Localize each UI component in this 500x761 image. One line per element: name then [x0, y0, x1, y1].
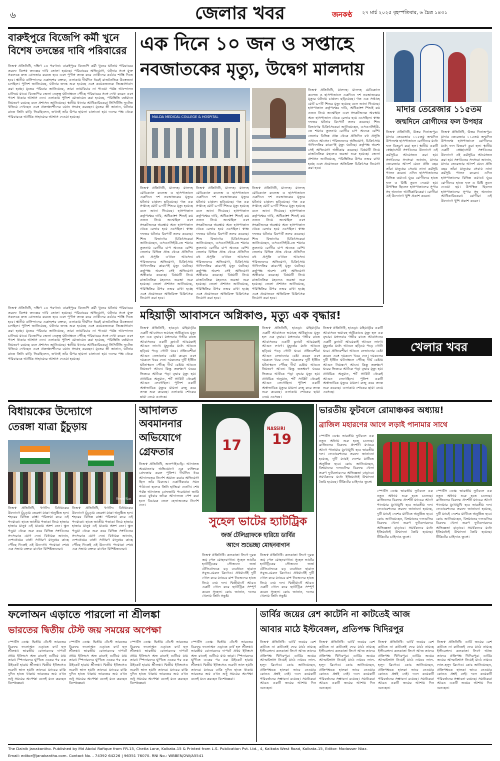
team-players-2 — [437, 444, 487, 482]
player-2-number: 19 — [272, 432, 292, 448]
sports-banner-text: খেলার খবর — [410, 340, 468, 354]
column-rule — [135, 32, 136, 302]
right-body-col1: নিজস্ব প্রতিনিধি, উত্তর দিনাজপুর: মাদার তেরেজার ১১৫তম জন্মদিন উপলক্ষে হাসপাতালে রোগীদের মধ্যে ফল বিতরণ করা হল। স্থানীয় একটি স্বেচ্ছাসেবী সংগঠনের উদ্যোগে এই কর্মসূচির আয়োজন করা হয়। সংগঠনের সদস্যরা জানান, মাদার তেরেজার আদর্শ মেনে প্রতি বছর তাঁরা মানুষের সেবায় নানা কর্মসূচি পালন করেন। এদিন হাসপাতালের বিভিন্ন ওয়ার্ডে ঘুরে রোগীদের হাতে ফল ও মিষ্টি তুলে দেওয়া হয়। উপস্থিত ছিলেন হাসপাতালের সুপার সহ অন্যান্য আধিকারিকেরা। রোগীরা এই উদ্যোগে খুশি প্রকাশ করেন। — [386, 130, 438, 199]
hospital-windows — [152, 128, 238, 158]
hospital-crowd — [140, 166, 250, 183]
row-rule-1 — [140, 306, 383, 307]
fire-headline: মহিয়াড়ী আবাসনে অগ্নিকাণ্ড, মৃত্যু এক বৃদ্ধার! — [140, 309, 341, 322]
ward-person — [270, 98, 286, 138]
cricket-headline-line2: ভারতের দ্বিতীয় টেস্ট জয় সময়ের অপেক্ষা — [8, 625, 162, 636]
footer-rule — [8, 744, 492, 745]
tiranga-body-col1: নিজস্ব প্রতিনিধি, হুগলি: বিধায়কের উদ্যোগে চুঁচুড়ায় তেরঙ্গা যাত্রা অনুষ্ঠিত হল। শহরের বিভিন্ন রাস্তা পরিক্রমা করে এই পদযাত্রা। হাতে জাতীয় পতাকা নিয়ে হাজার হাজার মানুষ এই যাত্রায় অংশ নেন। স্কুল পড়ুয়া থেকে শুরু করে বিভিন্ন সংগঠনের সদস্যরাও যোগ দেন। বিধায়ক জানান, দেশপ্রেমের বার্তা সাধারণ মানুষের কাছে পৌঁছে দিতেই এই উদ্যোগ। পদযাত্রা শেষে এক সভায় বক্তব্য রাখেন বিশিষ্টজনেরা। — [8, 506, 69, 552]
photo-figure-4 — [470, 48, 488, 102]
sports-body-col1: নিজস্ব প্রতিনিধি: কলকাতা লিগে দুরন্ত জয় পেল মোহনবাগান। সুহেল ভাটের হ্যাটট্রিকের সৌজন্যে জর্জ টেলিগ্রাফকে বড় ব্যবধানে হারাল সবুজ-মেরুন ব্রিগেড। প্রথমার্ধেই দুটি গোল করে ম্যাচের রাশ নিজেদের হাতে নিয়ে নেয় দল। দ্বিতীয়ার্ধে আরও একটি গোল করে হ্যাটট্রিক সম্পূর্ণ করেন সুহেল। কোচ জানান, দলের খেলায় তিনি সন্তুষ্ট। — [202, 553, 256, 599]
football-photo — [202, 404, 314, 512]
fire-photo — [199, 326, 259, 398]
page-number: ৬ — [10, 11, 16, 21]
hospital-sign — [150, 114, 240, 122]
tiranga-crowd — [8, 472, 133, 504]
fire-body-col1: নিজস্ব প্রতিনিধি, হাওড়া: মহিয়াড়ীর একটি আবাসনে ভয়াবহ অগ্নিকাণ্ডে মৃত্যু হল এক বৃদ্ধার। মঙ্গলবার গভীর রাতে আবাসনের একটি ফ্ল্যাটে আচমকাই আগুন লাগে। মুহূর্তের মধ্যে আগুন ছড়িয়ে পড়ে গোটা ঘরে। প্রতিবেশীরা আগুন নেভানোর চেষ্টা করেন এবং দমকলে খবর দেন। দমকলের দুটি ইঞ্জিন ঘটনাস্থলে পৌঁছে দীর্ঘ চেষ্টায় আগুন নিয়ন্ত্রণে আনে। কিন্তু ততক্ষণে ঘরের ভিতরে আটকে পড়া বৃদ্ধার মৃত্যু হয়। প্রাথমিক অনুমান, শর্ট সার্কিট থেকেই আগুন লেগেছিল। পুলিশ একটি অস্বাভাবিক মৃত্যুর মামলা রুজু করে তদন্ত শুরু করেছে। এলাকায় শোকের ছায়া নেমে এসেছে। — [140, 326, 196, 398]
column-rule-5 — [256, 608, 257, 742]
column-rule-2 — [383, 32, 384, 304]
football-body-col3: স্পোর্টস ডেস্ক: ভারতীয় ফুটবলে এক নতুন অধ্যায় শুরু হতে চলেছে। ব্রাজিলের বিরুদ্ধে প্রদর্শনী ম্যাচের আগে পানামার মুখোমুখি হবে ভারতীয় দল। ফেডারেশনের তরফে জানানো হয়েছে, দুটি ম্যাচই দেশের মাটিতে অনুষ্ঠিত হবে। কোচ জানিয়েছেন, বিশ্বমানের দলগুলির বিরুদ্ধে খেলা তরুণ ফুটবলারদের অভিজ্ঞতা বাড়াবে। সমর্থকদের মধ্যে ইতিমধ্যেই উন্মাদনা তৈরি হয়েছে। টিকিটের চাহিদাও তুঙ্গে। — [436, 489, 492, 539]
fire-body-col3: নিজস্ব প্রতিনিধি, হাওড়া: মহিয়াড়ীর একটি আবাসনে ভয়াবহ অগ্নিকাণ্ডে মৃত্যু হল এক বৃদ্ধার। মঙ্গলবার গভীর রাতে আবাসনের একটি ফ্ল্যাটে আচমকাই আগুন লাগে। মুহূর্তের মধ্যে আগুন ছড়িয়ে পড়ে গোটা ঘরে। প্রতিবেশীরা আগুন নেভানোর চেষ্টা করেন এবং দমকলে খবর দেন। দমকলের দুটি ইঞ্জিন ঘটনাস্থলে পৌঁছে দীর্ঘ চেষ্টায় আগুন নিয়ন্ত্রণে আনে। কিন্তু ততক্ষণে ঘরের ভিতরে আটকে পড়া বৃদ্ধার মৃত্যু হয়। প্রাথমিক অনুমান, শর্ট সার্কিট থেকেই আগুন লেগেছিল। পুলিশ একটি অস্বাভাবিক মৃত্যুর মামলা রুজু করে তদন্ত শুরু করেছে। এলাকায় শোকের ছায়া নেমে এসেছে। — [323, 326, 383, 395]
photo-figure-3 — [448, 52, 466, 102]
main-body-col1: নিজস্ব প্রতিনিধি, মালদহ: মালদহ মেডিক্যাল কলেজ ও হাসপাতালে একদিনে দশ নবজাতকের মৃত্যুর ঘটনায় চাঞ্চল্য ছড়িয়েছে। গত এক সপ্তাহে মোট ৬০টি শিশুর মৃত্যু হয়েছে বলে জানা গিয়েছে। হাসপাতাল কর্তৃপক্ষের দাবি, অধিকাংশ শিশুই কম ওজন নিয়ে জন্মেছিল এবং সংকটজনক অবস্থায় অন্য হাসপাতাল থেকে রেফার হয়ে এসেছিল। স্বাস্থ্য দফতর ঘটনার রিপোর্ট তলব করেছে। শিশু বিভাগের চিকিৎসকেরা জানিয়েছেন, এসএনসিইউ-তে শয্যার তুলনায় রোগীর চাপ অনেক বেশি। জেলার বিভিন্ন প্রান্ত থেকে প্রতিদিন বহু প্রসূতি এখানে আসেন। পরিজনদের অভিযোগ, চিকিৎসায় গাফিলতির কারণেই মৃত্যু ঘটেছে। কর্তৃপক্ষ অবশ্য সেই অভিযোগ অস্বীকার করেছে। বিষয়টি নিয়ে রাজনৈতিক মহলেও তরজা শুরু হয়েছে। জেলা প্রশাসন জানিয়েছে, পরিস্থিতির উপর নজর রাখা হচ্ছে এবং প্রয়োজনে অতিরিক্ত চিকিৎসক নিয়োগ করা হবে। — [140, 186, 193, 301]
eb-body-col1: নিজস্ব প্রতিনিধি: ডার্বি জয়ের রেশ কাটতে না কাটতেই ফের মাঠে নামছে ইস্টবেঙ্গল। কলকাতা লিগে আজ তাদের প্রতিপক্ষ খিদিরপুর। ডার্বির জয়ের আত্মবিশ্বাস নিয়েই মাঠে নামবে লাল-হলুদ ব্রিগেড। কোচ জানিয়েছেন, প্রতিপক্ষকে হালকা ভাবে নেওয়ার কোনও প্রশ্নই নেই। দলে কয়েকটি পরিবর্তনের সম্ভাবনা রয়েছে। সমর্থকেরা আরও একটি জয়ের আশায় দিন গুনছেন। — [260, 640, 316, 690]
row-rule-3 — [8, 604, 492, 606]
cricket-body-col4: স্পোর্টস ডেস্ক: দ্বিতীয় টেস্টে ভারতের বিরুদ্ধে ফলোঅন এড়াতে ব্যর্থ হল শ্রীলঙ্কা। ভারতীয় বোলারদের দাপটে প্রথম ইনিংসে অল্প রানেই গুটিয়ে যায় তারা। স্পিনারদের ঘূর্ণিতে একের পর এক উইকেট হারায় শ্রীলঙ্কা। দ্বিতীয় ইনিংসেও শুরুটা ভাল হয়নি তাদের। ম্যাচের বাকি দুদিন হাতে থাকায় ভারতের জয় এখন শুধু সময়ের অপেক্ষা বলেই মনে করছেন বিশেষজ্ঞরা। — [191, 640, 253, 681]
football-headline-line2: ব্রাজিল মহারণের আগে লড়াই পানামার সাথে — [319, 420, 448, 429]
tiranga-flag — [20, 446, 50, 464]
row-rule-2 — [8, 400, 492, 402]
eb-headline-line2: আবার মাঠে ইস্টবেঙ্গল, প্রতিপক্ষ খিদিরপুর — [260, 625, 404, 635]
cricket-body-col1: স্পোর্টস ডেস্ক: দ্বিতীয় টেস্টে ভারতের বিরুদ্ধে ফলোঅন এড়াতে ব্যর্থ হল শ্রীলঙ্কা। ভারতীয় বোলারদের দাপটে প্রথম ইনিংসে অল্প রানেই গুটিয়ে যায় তারা। স্পিনারদের ঘূর্ণিতে একের পর এক উইকেট হারায় শ্রীলঙ্কা। দ্বিতীয় ইনিংসেও শুরুটা ভাল হয়নি তাদের। ম্যাচের বাকি দুদিন হাতে থাকায় ভারতের জয় এখন শুধু সময়ের অপেক্ষা বলেই মনে করছেন বিশেষজ্ঞরা। — [8, 640, 66, 686]
right-body-col2: নিজস্ব প্রতিনিধি, উত্তর দিনাজপুর: মাদার তেরেজার ১১৫তম জন্মদিন উপলক্ষে হাসপাতালে রোগীদের মধ্যে ফল বিতরণ করা হল। স্থানীয় একটি স্বেচ্ছাসেবী সংগঠনের উদ্যোগে এই কর্মসূচির আয়োজন করা হয়। সংগঠনের সদস্যরা জানান, মাদার তেরেজার আদর্শ মেনে প্রতি বছর তাঁরা মানুষের সেবায় নানা কর্মসূচি পালন করেন। এদিন হাসপাতালের বিভিন্ন ওয়ার্ডে ঘুরে রোগীদের হাতে ফল ও মিষ্টি তুলে দেওয়া হয়। উপস্থিত ছিলেন হাসপাতালের সুপার সহ অন্যান্য আধিকারিকেরা। রোগীরা এই উদ্যোগে খুশি প্রকাশ করেন। — [441, 130, 492, 203]
right-headline-line2: জন্মদিনে রোগীদের ফল উপহার — [395, 118, 483, 126]
ward-photo — [252, 88, 306, 183]
section-title: জেলার খবর — [195, 3, 285, 24]
mother-teresa-photo — [386, 32, 492, 102]
team-photo — [377, 434, 492, 486]
paper-name: জনকণ্ঠ — [332, 11, 353, 19]
team-players-1 — [383, 442, 433, 482]
masthead-rule — [8, 27, 492, 29]
eb-headline-line1: ডার্বির জয়ের রেশ কাটেনি না কাটতেই আজ — [260, 610, 411, 620]
column-rule-4 — [316, 404, 317, 602]
photo-figure-2 — [420, 44, 444, 102]
main-body-col3: নিজস্ব প্রতিনিধি, মালদহ: মালদহ মেডিক্যাল কলেজ ও হাসপাতালে একদিনে দশ নবজাতকের মৃত্যুর ঘটনায় চাঞ্চল্য ছড়িয়েছে। গত এক সপ্তাহে মোট ৬০টি শিশুর মৃত্যু হয়েছে বলে জানা গিয়েছে। হাসপাতাল কর্তৃপক্ষের দাবি, অধিকাংশ শিশুই কম ওজন নিয়ে জন্মেছিল এবং সংকটজনক অবস্থায় অন্য হাসপাতাল থেকে রেফার হয়ে এসেছিল। স্বাস্থ্য দফতর ঘটনার রিপোর্ট তলব করেছে। শিশু বিভাগের চিকিৎসকেরা জানিয়েছেন, এসএনসিইউ-তে শয্যার তুলনায় রোগীর চাপ অনেক বেশি। জেলার বিভিন্ন প্রান্ত থেকে প্রতিদিন বহু প্রসূতি এখানে আসেন। পরিজনদের অভিযোগ, চিকিৎসায় গাফিলতির কারণেই মৃত্যু ঘটেছে। কর্তৃপক্ষ অবশ্য সেই অভিযোগ অস্বীকার করেছে। বিষয়টি নিয়ে রাজনৈতিক মহলেও তরজা শুরু হয়েছে। জেলা প্রশাসন জানিয়েছে, পরিস্থিতির উপর নজর রাখা হচ্ছে এবং প্রয়োজনে অতিরিক্ত চিকিৎসক নিয়োগ করা হবে। — [252, 186, 305, 301]
story-left-headline: বারুইপুরে বিজেপি কর্মী খুনে বিশেষ তদন্তের দাবি পরিবারের — [8, 32, 133, 62]
fire-body-col2: নিজস্ব প্রতিনিধি, হাওড়া: মহিয়াড়ীর একটি আবাসনে ভয়াবহ অগ্নিকাণ্ডে মৃত্যু হল এক বৃদ্ধার। মঙ্গলবার গভীর রাতে আবাসনের একটি ফ্ল্যাটে আচমকাই আগুন লাগে। মুহূর্তের মধ্যে আগুন ছড়িয়ে পড়ে গোটা ঘরে। প্রতিবেশীরা আগুন নেভানোর চেষ্টা করেন এবং দমকলে খবর দেন। দমকলের দুটি ইঞ্জিন ঘটনাস্থলে পৌঁছে দীর্ঘ চেষ্টায় আগুন নিয়ন্ত্রণে আনে। কিন্তু ততক্ষণে ঘরের ভিতরে আটকে পড়া বৃদ্ধার মৃত্যু হয়। প্রাথমিক অনুমান, শর্ট সার্কিট থেকেই আগুন লেগেছিল। পুলিশ একটি অস্বাভাবিক মৃত্যুর মামলা রুজু করে তদন্ত শুরু করেছে। এলাকায় শোকের ছায়া নেমে এসেছে। — [262, 326, 320, 398]
masthead — [0, 0, 500, 30]
football-body-col1: স্পোর্টস ডেস্ক: ভারতীয় ফুটবলে এক নতুন অধ্যায় শুরু হতে চলেছে। ব্রাজিলের বিরুদ্ধে প্রদর্শনী ম্যাচের আগে পানামার মুখোমুখি হবে ভারতীয় দল। ফেডারেশনের তরফে জানানো হয়েছে, দুটি ম্যাচই দেশের মাটিতে অনুষ্ঠিত হবে। কোচ জানিয়েছেন, বিশ্বমানের দলগুলির বিরুদ্ধে খেলা তরুণ ফুটবলারদের অভিজ্ঞতা বাড়াবে। সমর্থকদের মধ্যে ইতিমধ্যেই উন্মাদনা তৈরি হয়েছে। টিকিটের চাহিদাও তুঙ্গে। — [319, 434, 374, 484]
eb-body-col3: নিজস্ব প্রতিনিধি: ডার্বি জয়ের রেশ কাটতে না কাটতেই ফের মাঠে নামছে ইস্টবেঙ্গল। কলকাতা লিগে আজ তাদের প্রতিপক্ষ খিদিরপুর। ডার্বির জয়ের আত্মবিশ্বাস নিয়েই মাঠে নামবে লাল-হলুদ ব্রিগেড। কোচ জানিয়েছেন, প্রতিপক্ষকে হালকা ভাবে নেওয়ার কোনও প্রশ্নই নেই। দলে কয়েকটি পরিবর্তনের সম্ভাবনা রয়েছে। সমর্থকেরা আরও একটি জয়ের আশায় দিন গুনছেন। — [378, 640, 434, 690]
player-1 — [216, 418, 250, 512]
hospital-photo — [140, 88, 250, 183]
player-1-number: 17 — [222, 438, 242, 454]
cricket-body-col3: স্পোর্টস ডেস্ক: দ্বিতীয় টেস্টে ভারতের বিরুদ্ধে ফলোঅন এড়াতে ব্যর্থ হল শ্রীলঙ্কা। ভারতীয় বোলারদের দাপটে প্রথম ইনিংসে অল্প রানেই গুটিয়ে যায় তারা। স্পিনারদের ঘূর্ণিতে একের পর এক উইকেট হারায় শ্রীলঙ্কা। দ্বিতীয় ইনিংসেও শুরুটা ভাল হয়নি তাদের। ম্যাচের বাকি দুদিন হাতে থাকায় ভারতের জয় এখন শুধু সময়ের অপেক্ষা বলেই মনে করছেন বিশেষজ্ঞরা। — [130, 640, 188, 686]
sports-banner — [386, 338, 492, 356]
sports-headline: সুহেল ভাটের হ্যাটট্রিক — [209, 515, 307, 528]
footer-line1: The Dainik Janakantho. Published by Md Abdul Rafique from FR-15, Chetla Lane, Kolkata-15 & Printed from L.S. Publication Pvt. Ltd., 4, Kalkata West Road, Kolkata-15, Editor: Modasser Niaz. — [8, 746, 368, 751]
main-headline-line1: এক দিনে ১০ জন ও সপ্তাহে — [140, 33, 354, 55]
court-headline-line4: গ্রেফতার — [139, 447, 174, 458]
main-headline-line2: নবজাতকের মৃত্যু, উদ্বেগ মালদায় — [140, 60, 365, 80]
date-line: ২৭ মার্চ ২০২৫ বৃহস্পতিবার, ৬ চৈত্র ১৪৩১ — [362, 10, 448, 16]
left-lower-body: নিজস্ব প্রতিনিধি, দক্ষিণ ২৪ পরগনা: বারুইপুরে বিজেপি কর্মী খুনের ঘটনায় পরিবারের তরফে বিশেষ তদন্তের দাবি তোলা হয়েছে। পরিবারের অভিযোগ, ঘটনার সঙ্গে যুক্ত সকলকে দ্রুত গ্রেফতার করতে হবে এবং পূর্ণাঙ্গ তদন্ত করে দোষীদের কঠোর শাস্তি দিতে হবে। স্থানীয় বাসিন্দাদের একাংশের বক্তব্য, এলাকায় দীর্ঘদিন ধরেই রাজনৈতিক উত্তেজনা চলছিল। পুলিশ জানিয়েছে, ঘটনার তদন্ত শুরু হয়েছে এবং কয়েকজনকে জিজ্ঞাসাবাদ করা হচ্ছে। মৃতের পরিবার জানিয়েছে, তারা ন্যায়বিচার না পাওয়া পর্যন্ত আন্দোলন চালিয়ে যাবে। বিজেপির জেলা নেতৃত্ব ঘটনাস্থলে পৌঁছে পরিবারের সঙ্গে দেখা করেন এবং পাশে থাকার আশ্বাস দেন। এলাকায় পুলিশ মোতায়েন করা হয়েছে, পরিস্থিতি বর্তমানে নিয়ন্ত্রণে রয়েছে বলে প্রশাসন জানিয়েছে। স্থানীয় থানার আধিকারিকেরা সিসিটিভি ফুটেজ খতিয়ে দেখছেন এবং প্রত্যক্ষদর্শীদের বয়ান সংগ্রহ করছেন। মৃতের স্ত্রী জানান, ঘটনার রাতে তিনি বাড়ি ফিরছিলেন, তখনই তাঁর উপর হামলা চালানো হয়। দলের পক্ষ থেকে পরিবারকে আর্থিক সাহায্যের আশ্বাস দেওয়া হয়েছে। — [8, 306, 133, 361]
court-body: নিজস্ব প্রতিনিধি, জলপাইগুড়ি: আদালত অবমাননার অভিযোগে এক ব্যক্তিকে গ্রেফতার করল পুলিশ। দীর্ঘদিন ধরে আদালতের নির্দেশ অমান্য করার অভিযোগ ছিল তাঁর বিরুদ্ধে। একাধিকবার সমন পাঠানো হলেও তিনি হাজিরা দেননি। শেষ পর্যন্ত আদালত গ্রেফতারি পরোয়ানা জারি করে। বুধবার তাঁকে আদালতে পেশ করা হলে বিচারক জেল হেফাজতের নির্দেশ দেন। — [139, 462, 199, 508]
player-2 — [264, 412, 302, 512]
column-rule-3 — [135, 404, 136, 602]
hospital-sign-text: MALDA MEDICAL COLLEGE & HOSPITAL — [152, 115, 219, 119]
football-body-col2: স্পোর্টস ডেস্ক: ভারতীয় ফুটবলে এক নতুন অধ্যায় শুরু হতে চলেছে। ব্রাজিলের বিরুদ্ধে প্রদর্শনী ম্যাচের আগে পানামার মুখোমুখি হবে ভারতীয় দল। ফেডারেশনের তরফে জানানো হয়েছে, দুটি ম্যাচই দেশের মাটিতে অনুষ্ঠিত হবে। কোচ জানিয়েছেন, বিশ্বমানের দলগুলির বিরুদ্ধে খেলা তরুণ ফুটবলারদের অভিজ্ঞতা বাড়াবে। সমর্থকদের মধ্যে ইতিমধ্যেই উন্মাদনা তৈরি হয়েছে। টিকিটের চাহিদাও তুঙ্গে। — [377, 489, 433, 539]
fire-building — [205, 340, 255, 392]
sports-subhead-line1: জর্জ টেলিগ্রাফকে হারিয়ে ডার্বির — [221, 533, 295, 539]
photo-figure-1 — [394, 50, 414, 102]
court-headline-line3: অভিযোগে — [139, 433, 182, 444]
football-headline-line1: ভারতীয় ফুটবলে রোমাঞ্চকর অধ্যায়! — [319, 406, 444, 416]
cricket-body-col2: স্পোর্টস ডেস্ক: দ্বিতীয় টেস্টে ভারতের বিরুদ্ধে ফলোঅন এড়াতে ব্যর্থ হল শ্রীলঙ্কা। ভারতীয় বোলারদের দাপটে প্রথম ইনিংসে অল্প রানেই গুটিয়ে যায় তারা। স্পিনারদের ঘূর্ণিতে একের পর এক উইকেট হারায় শ্রীলঙ্কা। দ্বিতীয় ইনিংসেও শুরুটা ভাল হয়নি তাদের। ম্যাচের বাকি দুদিন হাতে থাকায় ভারতের জয় এখন শুধু সময়ের অপেক্ষা বলেই মনে করছেন বিশেষজ্ঞরা। — [69, 640, 127, 686]
section-title-bar — [160, 2, 320, 26]
cricket-headline-line1: ফলোঅন এড়াতে পারলো না শ্রীলঙ্কা — [8, 609, 161, 621]
court-headline-line1: আদালত — [139, 404, 178, 417]
eb-body-col2: নিজস্ব প্রতিনিধি: ডার্বি জয়ের রেশ কাটতে না কাটতেই ফের মাঠে নামছে ইস্টবেঙ্গল। কলকাতা লিগে আজ তাদের প্রতিপক্ষ খিদিরপুর। ডার্বির জয়ের আত্মবিশ্বাস নিয়েই মাঠে নামবে লাল-হলুদ ব্রিগেড। কোচ জানিয়েছেন, প্রতিপক্ষকে হালকা ভাবে নেওয়ার কোনও প্রশ্নই নেই। দলে কয়েকটি পরিবর্তনের সম্ভাবনা রয়েছে। সমর্থকেরা আরও একটি জয়ের আশায় দিন গুনছেন। — [319, 640, 375, 690]
tiranga-headline-line1: বিধায়কের উদ্যোগে — [8, 405, 92, 418]
footer-line2: Email: editor@janakantho.com. Contact No. - 74392 64226 | 96351 76070. RNI No.: WBBEN/2W/A5541 — [8, 753, 204, 758]
player-2-name: NASSIRI — [267, 426, 286, 431]
sports-body-col2: নিজস্ব প্রতিনিধি: কলকাতা লিগে দুরন্ত জয় পেল মোহনবাগান। সুহেল ভাটের হ্যাটট্রিকের সৌজন্যে জর্জ টেলিগ্রাফকে বড় ব্যবধানে হারাল সবুজ-মেরুন ব্রিগেড। প্রথমার্ধেই দুটি গোল করে ম্যাচের রাশ নিজেদের হাতে নিয়ে নেয় দল। দ্বিতীয়ার্ধে আরও একটি গোল করে হ্যাটট্রিক সম্পূর্ণ করেন সুহেল। কোচ জানান, দলের খেলায় তিনি সন্তুষ্ট। — [260, 553, 314, 599]
tiranga-flag-2 — [88, 450, 114, 466]
court-headline-line2: অবমাননার — [139, 419, 183, 430]
main-body-col4: নিজস্ব প্রতিনিধি, মালদহ: মালদহ মেডিক্যাল কলেজ ও হাসপাতালে একদিনে দশ নবজাতকের মৃত্যুর ঘটনায় চাঞ্চল্য ছড়িয়েছে। গত এক সপ্তাহে মোট ৬০টি শিশুর মৃত্যু হয়েছে বলে জানা গিয়েছে। হাসপাতাল কর্তৃপক্ষের দাবি, অধিকাংশ শিশুই কম ওজন নিয়ে জন্মেছিল এবং সংকটজনক অবস্থায় অন্য হাসপাতাল থেকে রেফার হয়ে এসেছিল। স্বাস্থ্য দফতর ঘটনার রিপোর্ট তলব করেছে। শিশু বিভাগের চিকিৎসকেরা জানিয়েছেন, এসএনসিইউ-তে শয্যার তুলনায় রোগীর চাপ অনেক বেশি। জেলার বিভিন্ন প্রান্ত থেকে প্রতিদিন বহু প্রসূতি এখানে আসেন। পরিজনদের অভিযোগ, চিকিৎসায় গাফিলতির কারণেই মৃত্যু ঘটেছে। কর্তৃপক্ষ অবশ্য সেই অভিযোগ অস্বীকার করেছে। বিষয়টি নিয়ে রাজনৈতিক মহলেও তরজা শুরু হয়েছে। জেলা প্রশাসন জানিয়েছে, পরিস্থিতির উপর নজর রাখা হচ্ছে এবং প্রয়োজনে অতিরিক্ত চিকিৎসক নিয়োগ করা হবে। — [308, 88, 380, 171]
right-headline-line1: মাদার তেরেজার ১১৫তম — [396, 105, 482, 115]
tiranga-photo — [8, 440, 133, 504]
story-left-body: নিজস্ব প্রতিনিধি, দক্ষিণ ২৪ পরগনা: বারুইপুরে বিজেপি কর্মী খুনের ঘটনায় পরিবারের তরফে বিশেষ তদন্তের দাবি তোলা হয়েছে। পরিবারের অভিযোগ, ঘটনার সঙ্গে যুক্ত সকলকে দ্রুত গ্রেফতার করতে হবে এবং পূর্ণাঙ্গ তদন্ত করে দোষীদের কঠোর শাস্তি দিতে হবে। স্থানীয় বাসিন্দাদের একাংশের বক্তব্য, এলাকায় দীর্ঘদিন ধরেই রাজনৈতিক উত্তেজনা চলছিল। পুলিশ জানিয়েছে, ঘটনার তদন্ত শুরু হয়েছে এবং কয়েকজনকে জিজ্ঞাসাবাদ করা হচ্ছে। মৃতের পরিবার জানিয়েছে, তারা ন্যায়বিচার না পাওয়া পর্যন্ত আন্দোলন চালিয়ে যাবে। বিজেপির জেলা নেতৃত্ব ঘটনাস্থলে পৌঁছে পরিবারের সঙ্গে দেখা করেন এবং পাশে থাকার আশ্বাস দেন। এলাকায় পুলিশ মোতায়েন করা হয়েছে, পরিস্থিতি বর্তমানে নিয়ন্ত্রণে রয়েছে বলে প্রশাসন জানিয়েছে। স্থানীয় থানার আধিকারিকেরা সিসিটিভি ফুটেজ খতিয়ে দেখছেন এবং প্রত্যক্ষদর্শীদের বয়ান সংগ্রহ করছেন। মৃতের স্ত্রী জানান, ঘটনার রাতে তিনি বাড়ি ফিরছিলেন, তখনই তাঁর উপর হামলা চালানো হয়। দলের পক্ষ থেকে পরিবারকে আর্থিক সাহায্যের আশ্বাস দেওয়া হয়েছে। — [8, 64, 133, 119]
tiranga-body-col2: নিজস্ব প্রতিনিধি, হুগলি: বিধায়কের উদ্যোগে চুঁচুড়ায় তেরঙ্গা যাত্রা অনুষ্ঠিত হল। শহরের বিভিন্ন রাস্তা পরিক্রমা করে এই পদযাত্রা। হাতে জাতীয় পতাকা নিয়ে হাজার হাজার মানুষ এই যাত্রায় অংশ নেন। স্কুল পড়ুয়া থেকে শুরু করে বিভিন্ন সংগঠনের সদস্যরাও যোগ দেন। বিধায়ক জানান, দেশপ্রেমের বার্তা সাধারণ মানুষের কাছে পৌঁছে দিতেই এই উদ্যোগ। পদযাত্রা শেষে এক সভায় বক্তব্য রাখেন বিশিষ্টজনেরা। — [72, 506, 133, 552]
tiranga-headline-line2: তেরঙ্গা যাত্রা চুঁচুড়ায় — [8, 422, 88, 433]
tiranga-photo-caption: নিজস্ব চিত্র — [116, 497, 131, 501]
main-body-col2: নিজস্ব প্রতিনিধি, মালদহ: মালদহ মেডিক্যাল কলেজ ও হাসপাতালে একদিনে দশ নবজাতকের মৃত্যুর ঘটনায় চাঞ্চল্য ছড়িয়েছে। গত এক সপ্তাহে মোট ৬০টি শিশুর মৃত্যু হয়েছে বলে জানা গিয়েছে। হাসপাতাল কর্তৃপক্ষের দাবি, অধিকাংশ শিশুই কম ওজন নিয়ে জন্মেছিল এবং সংকটজনক অবস্থায় অন্য হাসপাতাল থেকে রেফার হয়ে এসেছিল। স্বাস্থ্য দফতর ঘটনার রিপোর্ট তলব করেছে। শিশু বিভাগের চিকিৎসকেরা জানিয়েছেন, এসএনসিইউ-তে শয্যার তুলনায় রোগীর চাপ অনেক বেশি। জেলার বিভিন্ন প্রান্ত থেকে প্রতিদিন বহু প্রসূতি এখানে আসেন। পরিজনদের অভিযোগ, চিকিৎসায় গাফিলতির কারণেই মৃত্যু ঘটেছে। কর্তৃপক্ষ অবশ্য সেই অভিযোগ অস্বীকার করেছে। বিষয়টি নিয়ে রাজনৈতিক মহলেও তরজা শুরু হয়েছে। জেলা প্রশাসন জানিয়েছে, পরিস্থিতির উপর নজর রাখা হচ্ছে এবং প্রয়োজনে অতিরিক্ত চিকিৎসক নিয়োগ করা হবে। — [196, 186, 249, 301]
eb-body-col4: নিজস্ব প্রতিনিধি: ডার্বি জয়ের রেশ কাটতে না কাটতেই ফের মাঠে নামছে ইস্টবেঙ্গল। কলকাতা লিগে আজ তাদের প্রতিপক্ষ খিদিরপুর। ডার্বির জয়ের আত্মবিশ্বাস নিয়েই মাঠে নামবে লাল-হলুদ ব্রিগেড। কোচ জানিয়েছেন, প্রতিপক্ষকে হালকা ভাবে নেওয়ার কোনও প্রশ্নই নেই। দলে কয়েকটি পরিবর্তনের সম্ভাবনা রয়েছে। সমর্থকেরা আরও একটি জয়ের আশায় দিন গুনছেন। — [437, 640, 492, 690]
sports-subhead-line2: আগে শুভেচ্ছা মোহনবাগান — [226, 543, 290, 549]
